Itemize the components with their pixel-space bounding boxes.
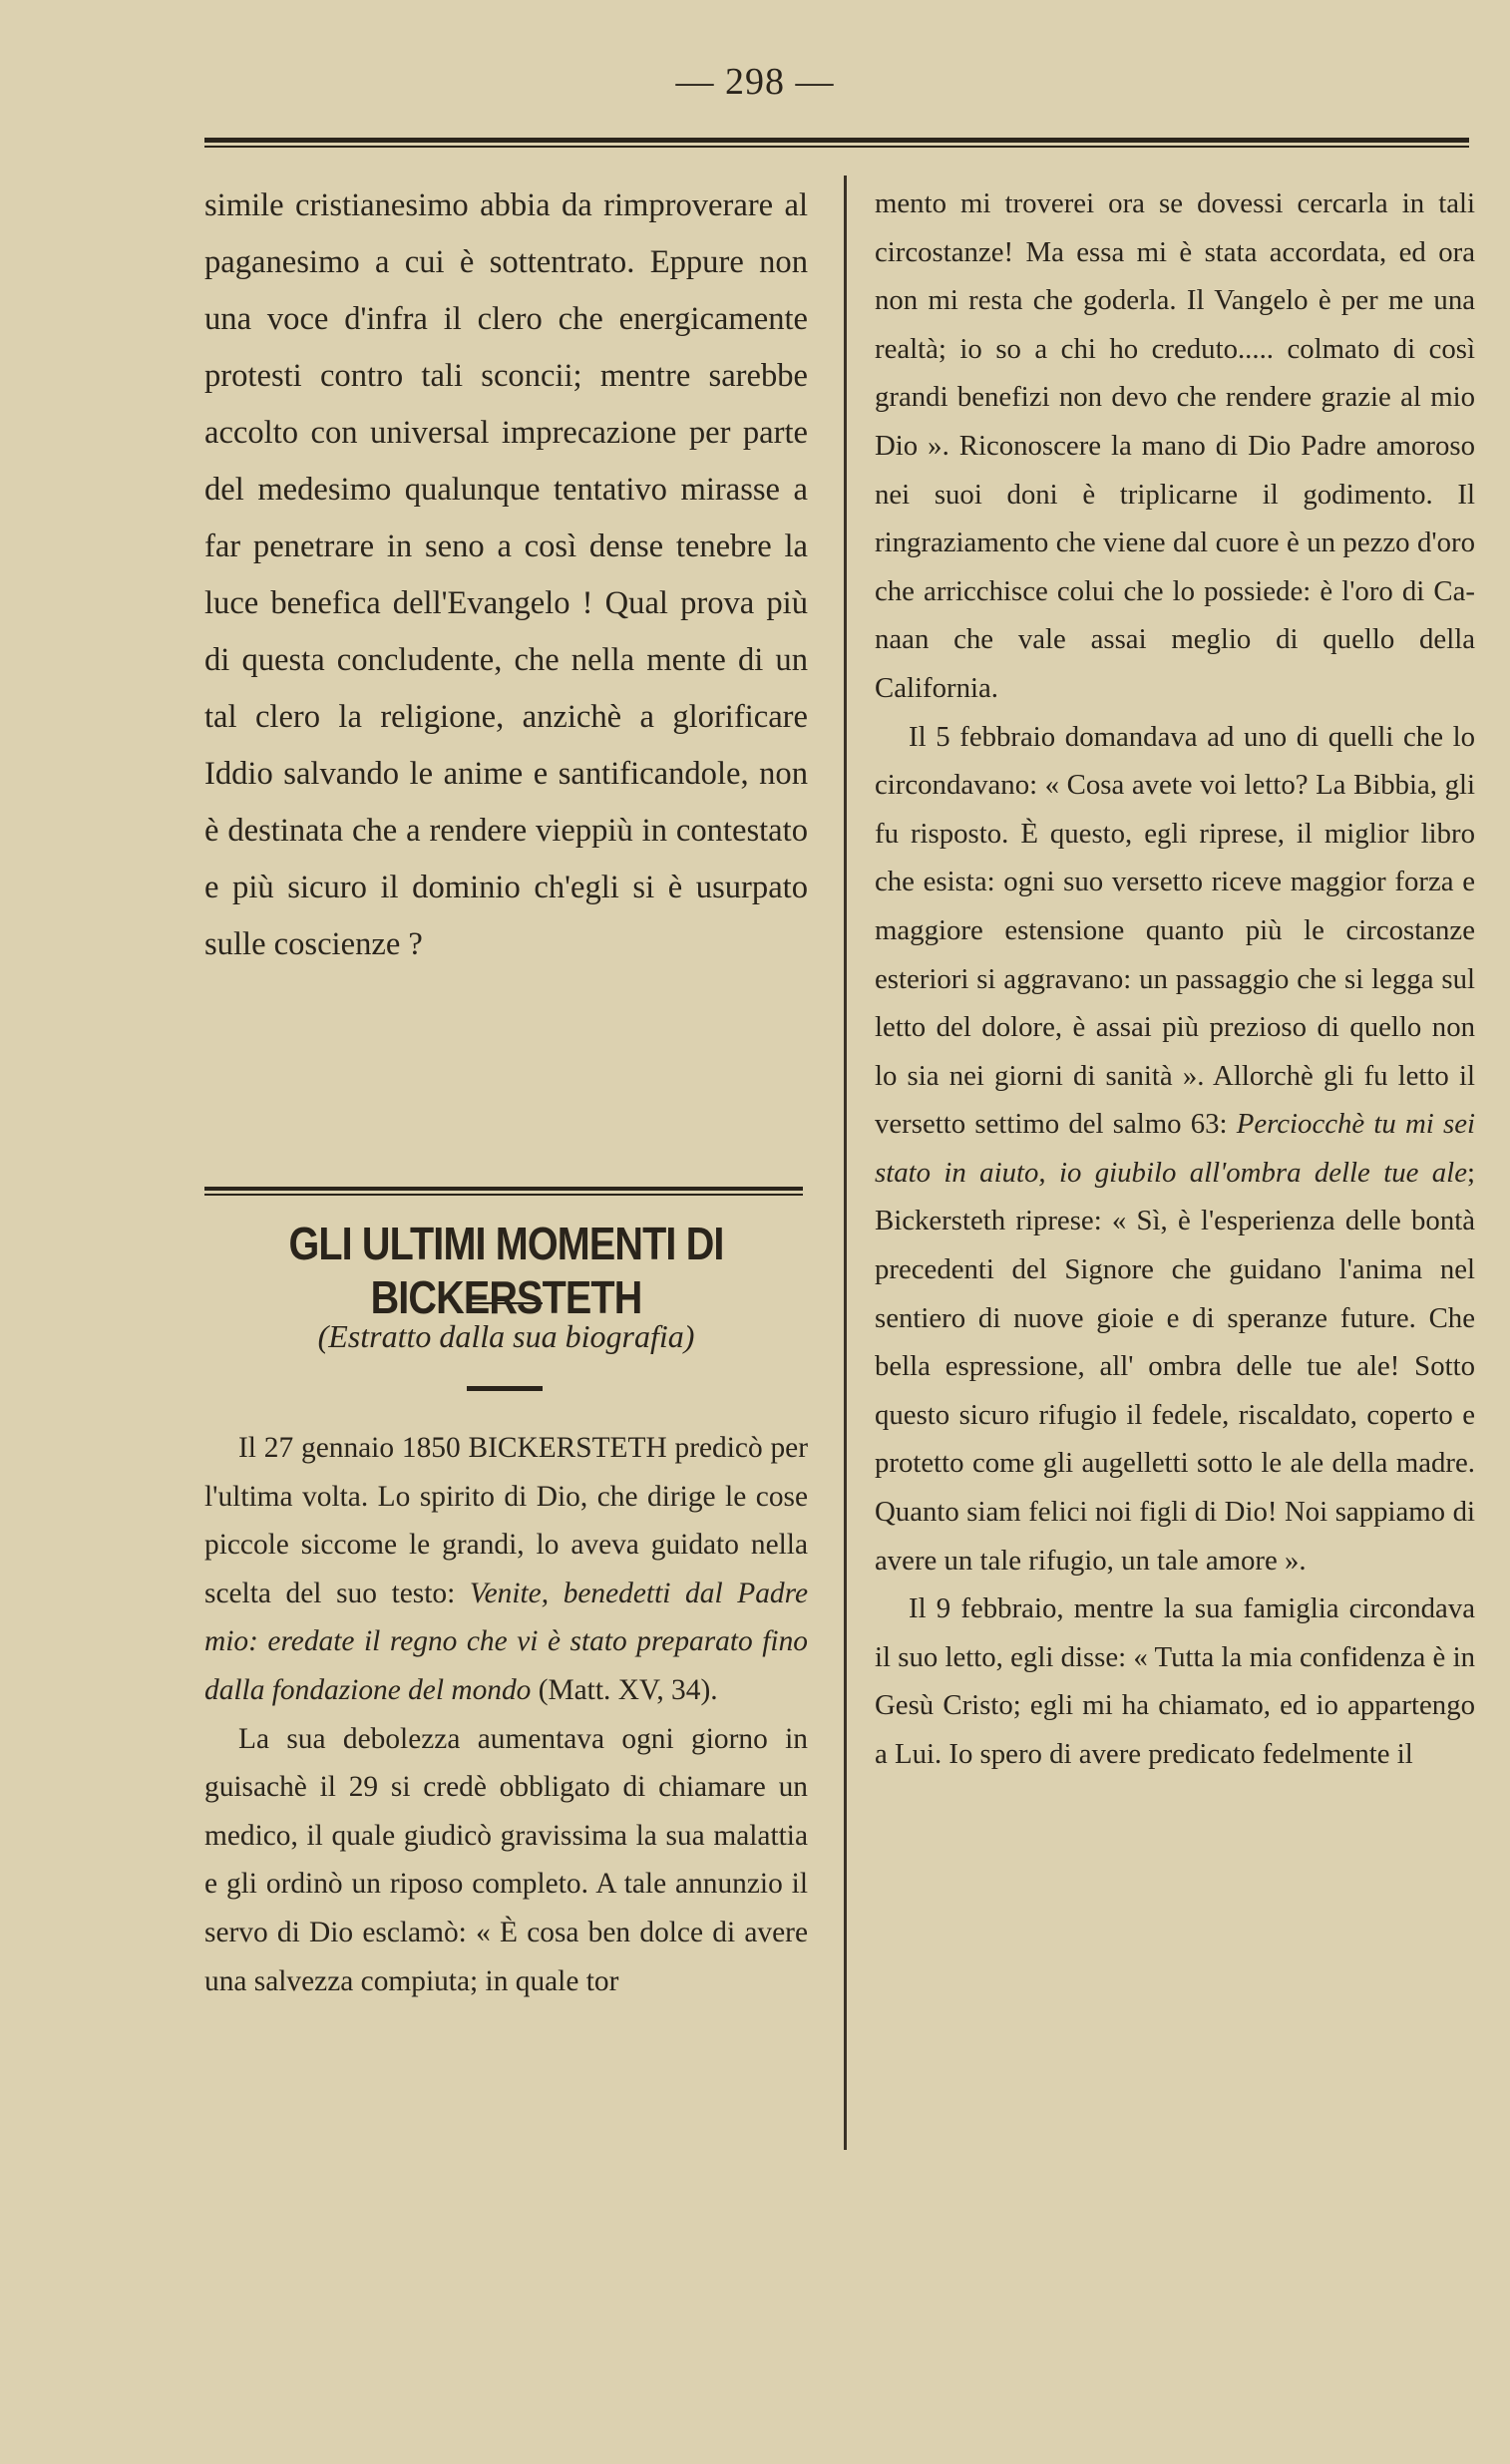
article-title: GLI ULTIMI MOMENTI DI BICKERSTETH [288,1218,724,1323]
p1-text-a: Il 27 gennaio 1850 BICKERSTETH predicò per l'ultima volta. Lo spirito di Dio, che dirige le cose piccole siccome le grandi, lo aveva guidato nella scelta del suo testo: [204,1432,808,1609]
article-paragraph-5: Il 9 febbraio, mentre la sua famiglia circondava il suo letto, egli disse: « Tutta la mia confidenza è in Gesù Cristo; egli mi ha chiamato, ed io appartengo a Lui. Io spero di avere predicato fedelmente il [875,1592,1475,1770]
p1-quote: Venite, benedetti dal Padre mio: eredate il regno che vi è stato preparato fino dalla fondazione del mondo [204,1577,808,1706]
column-divider [844,176,847,2150]
section-rule [204,1187,803,1191]
page-number: — 298 — [675,61,835,103]
p1-text-b: (Matt. XV, 34). [531,1673,718,1706]
article-paragraph-3: mento mi troverei ora se dovessi cercarla in tali circostanze! Ma essa mi è stata accordata, ed ora non mi resta che goderla. Il Vangelo è per me una realtà; io so a chi ho creduto..... colmato di così grandi benefizi non devo che rendere grazie al mio Dio ». Riconoscere la mano di Dio Padre amoroso nei suoi doni è triplicarne il godimento. Il ringraziamento che viene dal cuore è un pezzo d'oro che arricchisce colui che lo possiede: è l'oro di Canaan che vale assai meglio di quello della California. [875,187,1475,704]
subtitle-short-rule [467,1386,543,1391]
article-paragraph-1 [204,1424,808,1715]
article-subtitle: (Estratto dalla sua biografia) [317,1318,695,1354]
p4-text-b: ; Bickersteth riprese: « Sì, è l'esperienza delle bontà precedenti del Signore che guidano l'anima nel sentiero di nuove gioie e di speranze future. Che bella espressione, all' ombra delle tue ale! Sotto questo sicuro rifugio il fedele, riscaldato, coperto e protetto come gli augelletti sotto le ale della madre. Quanto siam felici noi figli di Dio! Noi sappiamo di avere un tale rifugio, un tale amore ». [875,1156,1475,1577]
p4-quote: Perciocchè tu mi sei stato in aiuto, io giubilo all'ombra delle tue ale [875,1108,1475,1189]
right-column [875,179,1475,1779]
left-column-top [204,177,808,973]
article-paragraph-4 [875,713,1475,1585]
article-paragraph-2: La sua debolezza aumentava ogni giorno in guisachè il 29 si credè obbligato di chiamare un medico, il quale giudicò gravissima la sua malattia e gli ordinò un riposo completo. A tale annunzio il servo di Dio esclamò: « È cosa ben dolce di avere una salvezza compiuta; in quale tor [204,1722,808,1997]
continued-paragraph: simile cristianesimo abbia da rimproverare al paganesimo a cui è sottentrato. Eppure non una voce d'infra il clero che energicamente protesti contro tali sconcii; mentre sarebbe accolto con universal imprecazione per parte del medesimo qualunque tentativo mirasse a far penetrare in seno a così dense tenebre la luce benefica dell'Evangelo ! Qual prova più di questa concludente, che nella mente di un tal clero la religione, anzichè a glorificare Iddio salvando le anime e santificandole, non è destinata che a rendere vieppiù in contestato e più sicuro il dominio ch'egli si è usurpato sulle coscienze ? [204,187,808,962]
left-column-article [204,1424,808,2005]
header-rule [204,138,1469,143]
p4-text-a: Il 5 febbraio domandava ad uno di quelli che lo circondavano: « Cosa avete voi letto? La Bibbia, gli fu risposto. È questo, egli riprese, il miglior libro che esista: ogni suo versetto riceve maggior forza e maggiore estensione quanto più le circostanze esteriori si aggravano: un passaggio che si legga sul letto del dolore, è assai più prezioso di quello non lo sia nei giorni di sanità ». Allorchè gli fu letto il versetto settimo del salmo 63: [875,720,1475,1141]
title-short-rule [467,1302,543,1304]
